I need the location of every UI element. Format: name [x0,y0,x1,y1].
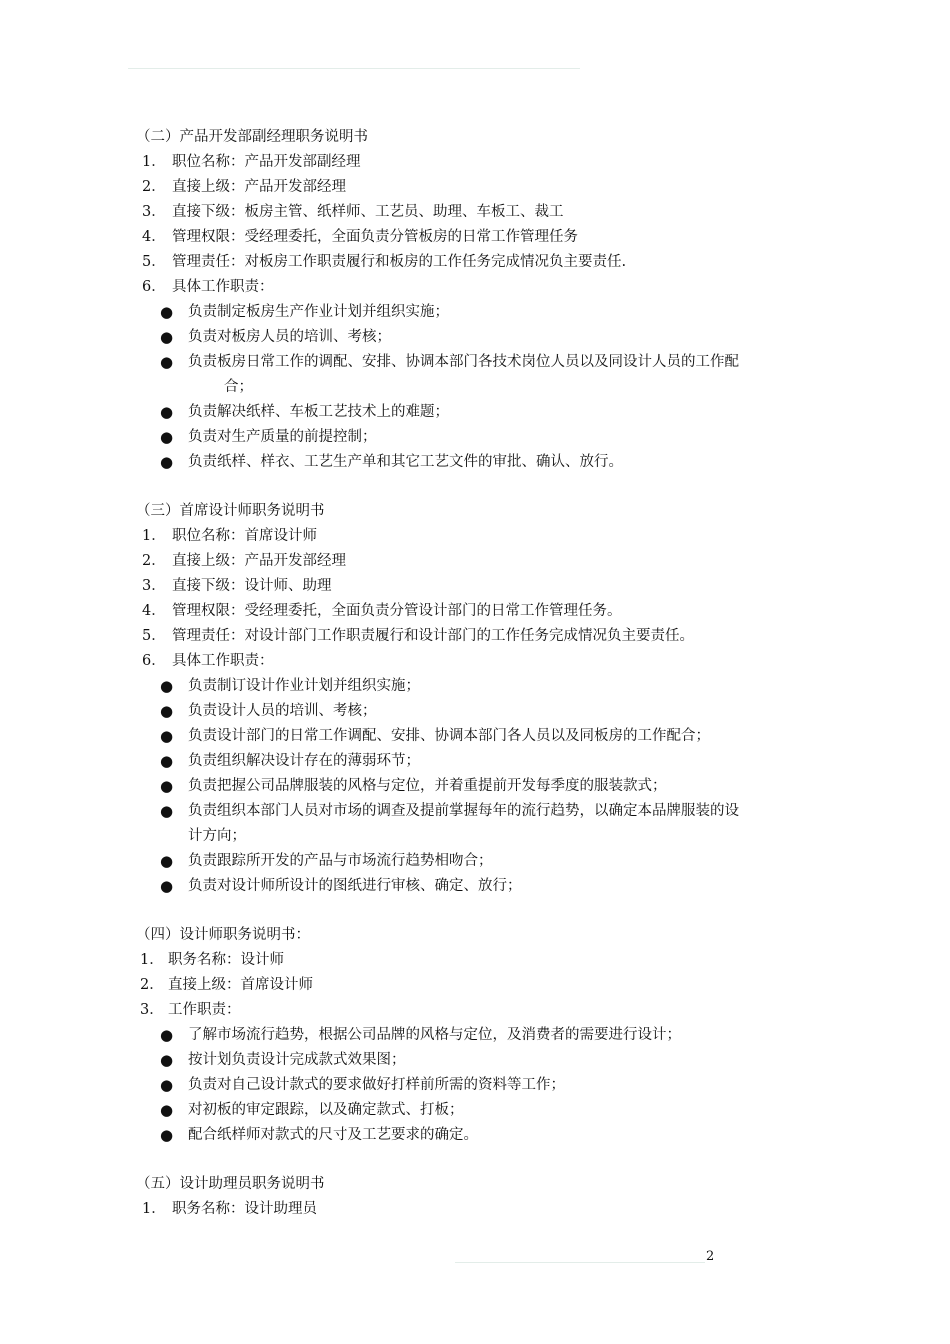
section-title: （四）设计师职务说明书： [136,927,310,943]
list-item [136,973,846,998]
list-item [136,599,846,624]
bullet-icon: ● [160,428,174,446]
list-item [136,200,846,225]
bullet-item [136,849,838,874]
item-text: 工作职责： [168,1002,241,1018]
bullet-text: 负责制订设计作业计划并组织实施； [188,678,420,694]
bullet-item [136,400,838,425]
bullet-text: 负责组织解决设计存在的薄弱环节； [188,753,420,769]
bullet-icon: ● [160,752,174,770]
bullet-text: 负责跟踪所开发的产品与市场流行趋势相吻合； [188,853,493,869]
list-item [136,175,846,200]
item-number: 1． [142,1201,166,1217]
section-title: （五）设计助理员职务说明书 [136,1176,325,1192]
list-item [136,948,846,973]
bullet-icon: ● [160,852,174,870]
list-item [136,225,846,250]
bullet-text: 了解市场流行趋势，根据公司品牌的风格与定位，及消费者的需要进行设计； [188,1027,681,1043]
item-number: 3． [142,204,166,220]
item-number: 1． [142,528,166,544]
bullet-icon: ● [160,1076,174,1094]
item-number: 4． [142,229,166,245]
item-text: 直接下级：设计师、助理 [172,578,332,594]
bullet-item [136,1073,838,1098]
bullet-text: 负责把握公司品牌服装的风格与定位，并着重提前开发每季度的服装款式； [188,778,667,794]
header-rule [128,68,580,69]
bullet-text: 负责制定板房生产作业计划并组织实施； [188,304,449,320]
item-number: 1． [140,952,164,968]
bullet-icon: ● [160,1101,174,1119]
section-title: （二）产品开发部副经理职务说明书 [136,129,368,145]
bullet-icon: ● [160,403,174,421]
bullet-icon: ● [160,328,174,346]
item-text: 职务名称：设计师 [168,952,284,968]
bullet-text-continuation: 合； [224,379,253,395]
bullet-item [136,300,838,325]
bullet-text: 负责设计部门的日常工作调配、安排、协调本部门各人员以及同板房的工作配合； [188,728,710,744]
section-designer [136,923,846,1148]
bullet-icon: ● [160,1126,174,1144]
bullet-text: 负责设计人员的培训、考核； [188,703,377,719]
list-item [136,549,846,574]
bullet-text: 负责纸样、样衣、工艺生产单和其它工艺文件的审批、确认、放行。 [188,454,623,470]
item-number: 2． [142,553,166,569]
bullet-icon: ● [160,727,174,745]
item-text: 直接下级：板房主管、纸样师、工艺员、助理、车板工、裁工 [172,204,564,220]
bullet-list [136,1023,846,1148]
list-item [136,998,846,1023]
bullet-item [136,699,838,724]
list-item [136,524,846,549]
list-item [136,574,846,599]
item-number: 2． [142,179,166,195]
item-number: 6． [142,279,166,295]
bullet-list [136,674,846,899]
bullet-text: 负责对自己设计款式的要求做好打样前所需的资料等工作； [188,1077,565,1093]
list-item [136,150,846,175]
bullet-icon: ● [160,1026,174,1044]
item-text: 职务名称：设计助理员 [172,1201,317,1217]
section-design-assistant [136,1172,846,1222]
bullet-icon: ● [160,353,174,371]
item-text: 具体工作职责： [172,279,274,295]
bullet-text: 负责对板房人员的培训、考核； [188,329,391,345]
bullet-text: 配合纸样师对款式的尺寸及工艺要求的确定。 [188,1127,478,1143]
list-item [136,624,846,649]
item-text: 管理权限：受经理委托，全面负责分管设计部门的日常工作管理任务。 [172,603,622,619]
section-deputy-manager [136,125,846,475]
item-text: 管理责任：对设计部门工作职责履行和设计部门的工作任务完成情况负主要责任。 [172,628,694,644]
list-item [136,1197,846,1222]
item-text: 直接上级：产品开发部经理 [172,553,346,569]
item-number: 5． [142,254,166,270]
list-item [136,649,846,674]
item-number: 3． [140,1002,164,1018]
bullet-item [136,1123,838,1148]
section-title: （三）首席设计师职务说明书 [136,503,325,519]
item-number: 2． [140,977,164,993]
page-number: 2 [706,1249,715,1264]
item-number: 6． [142,653,166,669]
bullet-icon: ● [160,1051,174,1069]
bullet-text: 对初板的审定跟踪，以及确定款式、打板； [188,1102,464,1118]
bullet-item [136,325,838,350]
document-body [136,125,846,1222]
list-item [136,250,846,275]
footer-rule [455,1262,705,1263]
bullet-item [136,674,838,699]
bullet-item [136,1048,838,1073]
bullet-item [136,799,838,849]
bullet-icon: ● [160,303,174,321]
bullet-item [136,450,838,475]
bullet-item [136,724,838,749]
list-item [136,275,846,300]
bullet-icon: ● [160,453,174,471]
bullet-icon: ● [160,777,174,795]
bullet-text: 负责板房日常工作的调配、安排、协调本部门各技术岗位人员以及同设计人员的工作配 [188,354,739,370]
bullet-icon: ● [160,877,174,895]
bullet-item [136,1023,838,1048]
item-number: 5． [142,628,166,644]
bullet-item [136,749,838,774]
item-number: 1． [142,154,166,170]
bullet-text: 负责对生产质量的前提控制； [188,429,377,445]
bullet-list [136,300,846,475]
bullet-icon: ● [160,677,174,695]
bullet-text: 负责解决纸样、车板工艺技术上的难题； [188,404,449,420]
bullet-icon: ● [160,802,174,820]
bullet-text: 负责对设计师所设计的图纸进行审核、确定、放行； [188,878,522,894]
bullet-item [136,425,838,450]
bullet-item [136,350,838,400]
bullet-icon: ● [160,702,174,720]
bullet-text-continuation: 计方向； [188,828,246,844]
bullet-item [136,774,838,799]
item-text: 管理权限：受经理委托，全面负责分管板房的日常工作管理任务 [172,229,578,245]
item-text: 职位名称：首席设计师 [172,528,317,544]
item-text: 管理责任：对板房工作职责履行和板房的工作任务完成情况负主要责任. [172,254,627,270]
bullet-item [136,1098,838,1123]
item-text: 职位名称：产品开发部副经理 [172,154,361,170]
item-number: 4． [142,603,166,619]
item-text: 直接上级：首席设计师 [168,977,313,993]
bullet-item [136,874,838,899]
bullet-text: 按计划负责设计完成款式效果图； [188,1052,406,1068]
item-text: 具体工作职责： [172,653,274,669]
bullet-text: 负责组织本部门人员对市场的调查及提前掌握每年的流行趋势，以确定本品牌服装的设 [188,803,739,819]
item-number: 3． [142,578,166,594]
section-chief-designer [136,499,846,899]
item-text: 直接上级：产品开发部经理 [172,179,346,195]
